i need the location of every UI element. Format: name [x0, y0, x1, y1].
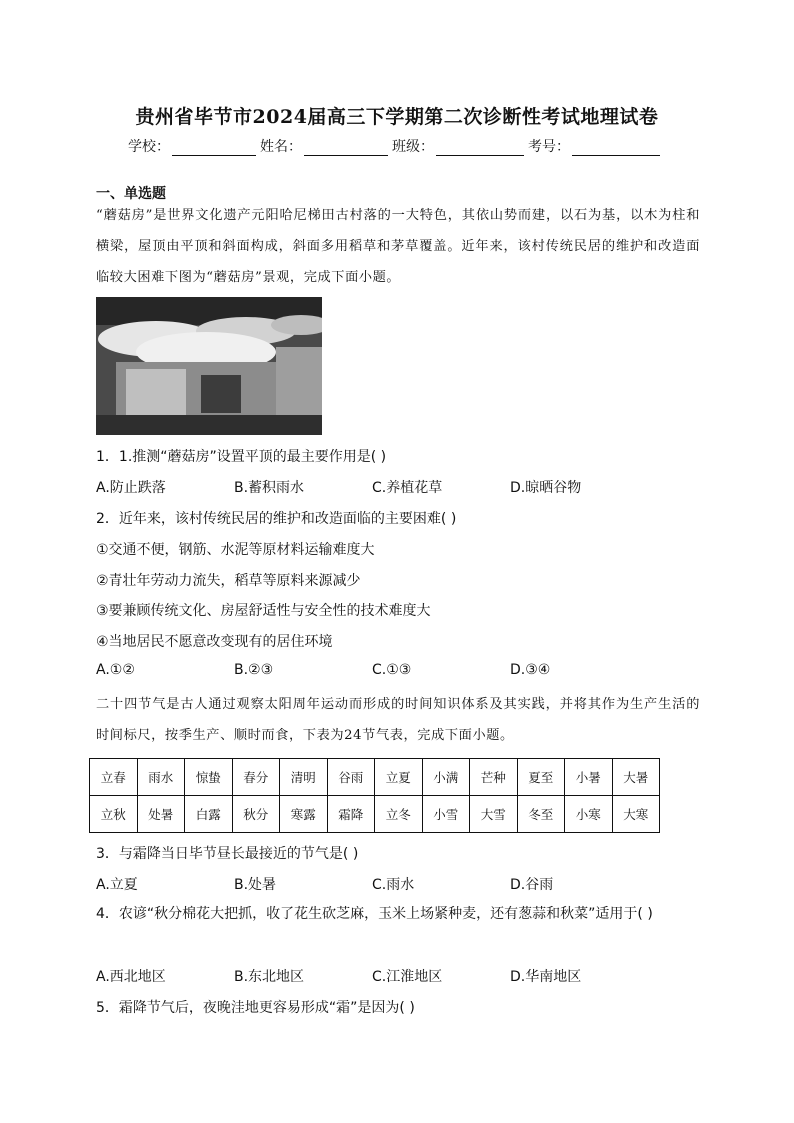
table-cell: 谷雨	[327, 759, 375, 796]
student-info-line	[128, 136, 660, 156]
exam-no-label: 考号：	[528, 139, 570, 155]
passage-solar-terms: 二十四节气是古人通过观察太阳周年运动而形成的时间知识体系及其实践，并将其作为生产生活的时间标尺，按季生产、顺时而食，下表为24节气表，完成下面小题。	[96, 697, 700, 743]
q4-option-b[interactable]: B.东北地区	[234, 969, 305, 985]
q4-option-a[interactable]: A.西北地区	[96, 969, 166, 985]
table-cell: 立夏	[375, 759, 423, 796]
class-blank	[436, 139, 524, 156]
q3-option-b[interactable]: B.处暑	[234, 877, 277, 893]
q4-option-c[interactable]: C.江淮地区	[372, 969, 443, 985]
q1-option-a[interactable]: A.防止跌落	[96, 480, 166, 496]
q4-option-d[interactable]: D.华南地区	[510, 969, 582, 985]
q2-statement-3: ③要兼顾传统文化、房屋舒适性与安全性的技术难度大	[96, 603, 431, 619]
table-cell: 惊蛰	[185, 759, 233, 796]
table-cell: 立秋	[90, 796, 138, 833]
q1-option-b[interactable]: B.蓄积雨水	[234, 480, 305, 496]
table-cell: 立春	[90, 759, 138, 796]
exam-no-blank	[572, 139, 660, 156]
table-cell: 大寒	[612, 796, 660, 833]
table-cell: 大暑	[612, 759, 660, 796]
question-3-stem: 3．与霜降当日毕节昼长最接近的节气是( )	[96, 846, 359, 862]
table-cell: 寒露	[280, 796, 328, 833]
q2-option-b[interactable]: B.②③	[234, 662, 274, 678]
table-cell: 小满	[422, 759, 470, 796]
name-blank	[304, 139, 388, 156]
table-cell: 夏至	[517, 759, 565, 796]
table-row	[90, 796, 660, 833]
school-blank	[172, 139, 256, 156]
table-cell: 芒种	[470, 759, 518, 796]
table-cell: 小雪	[422, 796, 470, 833]
q3-option-a[interactable]: A.立夏	[96, 877, 138, 893]
table-cell: 春分	[232, 759, 280, 796]
q2-option-a[interactable]: A.①②	[96, 662, 135, 678]
table-cell: 立冬	[375, 796, 423, 833]
q1-option-c[interactable]: C.养植花草	[372, 480, 443, 496]
table-cell: 大雪	[470, 796, 518, 833]
section-title: 一、单选题	[96, 186, 166, 202]
school-label: 学校：	[128, 139, 170, 155]
q1-option-d[interactable]: D.晾晒谷物	[510, 480, 582, 496]
mushroom-house-image	[96, 297, 322, 435]
exam-title: 贵州省毕节市2024届高三下学期第二次诊断性考试地理试卷	[135, 106, 659, 128]
table-cell: 小寒	[565, 796, 613, 833]
table-cell: 霜降	[327, 796, 375, 833]
class-label: 班级：	[392, 139, 434, 155]
question-2-stem: 2．近年来，该村传统民居的维护和改造面临的主要困难( )	[96, 511, 457, 527]
question-1-stem: 1．1.推测“蘑菇房”设置平顶的最主要作用是( )	[96, 449, 387, 465]
table-row	[90, 759, 660, 796]
table-cell: 秋分	[232, 796, 280, 833]
table-cell: 冬至	[517, 796, 565, 833]
q3-option-c[interactable]: C.雨水	[372, 877, 415, 893]
q2-statement-4: ④当地居民不愿意改变现有的居住环境	[96, 634, 333, 650]
q2-statement-1: ①交通不便，钢筋、水泥等原材料运输难度大	[96, 542, 375, 558]
q3-option-d[interactable]: D.谷雨	[510, 877, 554, 893]
table-cell: 雨水	[137, 759, 185, 796]
question-5-stem: 5．霜降节气后，夜晚洼地更容易形成“霜”是因为( )	[96, 1000, 415, 1016]
solar-terms-table	[89, 758, 660, 833]
name-label: 姓名：	[260, 139, 302, 155]
question-4-stem: 4．农谚“秋分棉花大把抓，收了花生砍芝麻，玉米上场紧种麦，还有葱蒜和秋菜”适用于( )	[96, 906, 653, 922]
q2-option-d[interactable]: D.③④	[510, 662, 551, 678]
table-cell: 白露	[185, 796, 233, 833]
table-cell: 清明	[280, 759, 328, 796]
table-cell: 小暑	[565, 759, 613, 796]
passage-mushroom-house: “蘑菇房”是世界文化遗产元阳哈尼梯田古村落的一大特色，其依山势而建，以石为基，以木为柱和横梁，屋顶由平顶和斜面构成，斜面多用稻草和茅草覆盖。近年来，该村传统民居的维护和改造面临较大困难下图为“蘑菇房”景观，完成下面小题。	[96, 208, 700, 285]
table-cell: 处暑	[137, 796, 185, 833]
q2-statement-2: ②青壮年劳动力流失，稻草等原料来源减少	[96, 573, 361, 589]
q2-option-c[interactable]: C.①③	[372, 662, 412, 678]
mushroom-house-photo	[96, 297, 322, 435]
